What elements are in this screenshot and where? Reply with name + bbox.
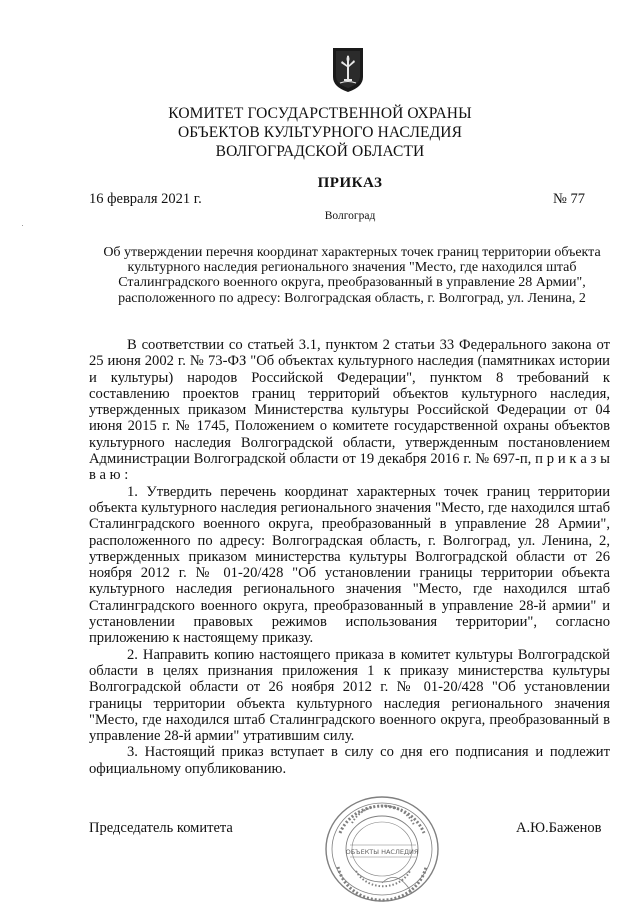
stamp-inner-text: ОБЪЕКТЫ НАСЛЕДИЯ	[345, 848, 419, 856]
scan-artifact	[22, 225, 23, 226]
signatory-name: А.Ю.Баженов	[516, 820, 602, 836]
org-line-3: ВОЛГОГРАДСКОЙ ОБЛАСТИ	[215, 143, 425, 160]
official-stamp	[322, 793, 442, 905]
document-title: ПРИКАЗ	[317, 175, 383, 191]
organization-header	[150, 104, 490, 161]
document-body	[89, 337, 610, 777]
document-number: № 77	[553, 191, 585, 207]
document-city: Волгоград	[324, 210, 376, 222]
document-date: 16 февраля 2021 г.	[89, 191, 202, 207]
org-line-1: КОМИТЕТ ГОСУДАРСТВЕННОЙ ОХРАНЫ	[168, 105, 472, 122]
order-item-2: 2. Направить копию настоящего приказа в комитет культуры Волгоградской области в целях признания приложения 1 к приказу министерства культуры Волгоградской области от 26 ноября 2012 г. № 01-20/428 "Об установлении границы территории объекта культурного наследия регионального значения "Место, где находился штаб Сталинградского военного округа, преобразованный в управление 28-й армии" утратившим силу.	[89, 646, 610, 745]
order-item-1: 1. Утвердить перечень координат характерных точек границ территории объекта культурного наследия регионального значения "Место, где находился штаб Сталинградского военного округа, преобразованный в управление 28 Армии", расположенного по адресу: Волгоградская область, г. Волгоград, ул. Ленина, 2, утвержденных приказом министерства культуры Волгоградской области от 26 ноября 2012 г. № 01-20/428 "Об установлении границы территории объекта культурного наследия регионального значения "Место, где находился штаб Сталинградского военного округа, преобразованный в управление 28-й армии" и установлении правовых режимов использования территории", согласно приложению к настоящему приказу.	[89, 483, 610, 647]
preamble-paragraph: В соответствии со статьей 3.1, пунктом 2 статьи 33 Федерального закона от 25 июня 2002 г. № 73-ФЗ "Об объектах культурного наследия (памятниках истории и культуры) народов Российской Федерации", пунктом 8 требований к составлению проектов границ территорий объектов культурного наследия, утвержденных приказом Министерства культуры Российской Федерации от 04 июня 2015 г. № 1745, Положением о комитете государственной охраны объектов культурного наследия Волгоградской области, утвержденным постановлением Администрации Волгоградской области от 19 декабря 2016 г. № 697-п, п р и к а з ы в а ю :	[89, 337, 610, 484]
org-line-2: ОБЪЕКТОВ КУЛЬТУРНОГО НАСЛЕДИЯ	[177, 124, 463, 141]
document-subject: Об утверждении перечня координат характерных точек границ территории объекта культурного наследия регионального значения "Место, где находился штаб Сталинградского военного округа, преобразованный в управление 28 Армии", расположенного по адресу: Волгоградская область, г. Волгоград, ул. Ленина, 2	[103, 245, 601, 306]
order-item-3: 3. Настоящий приказ вступает в силу со дня его подписания и подлежит официальному опубликованию.	[89, 744, 610, 777]
signatory-position: Председатель комитета	[89, 820, 233, 836]
coat-of-arms-icon	[332, 47, 364, 93]
